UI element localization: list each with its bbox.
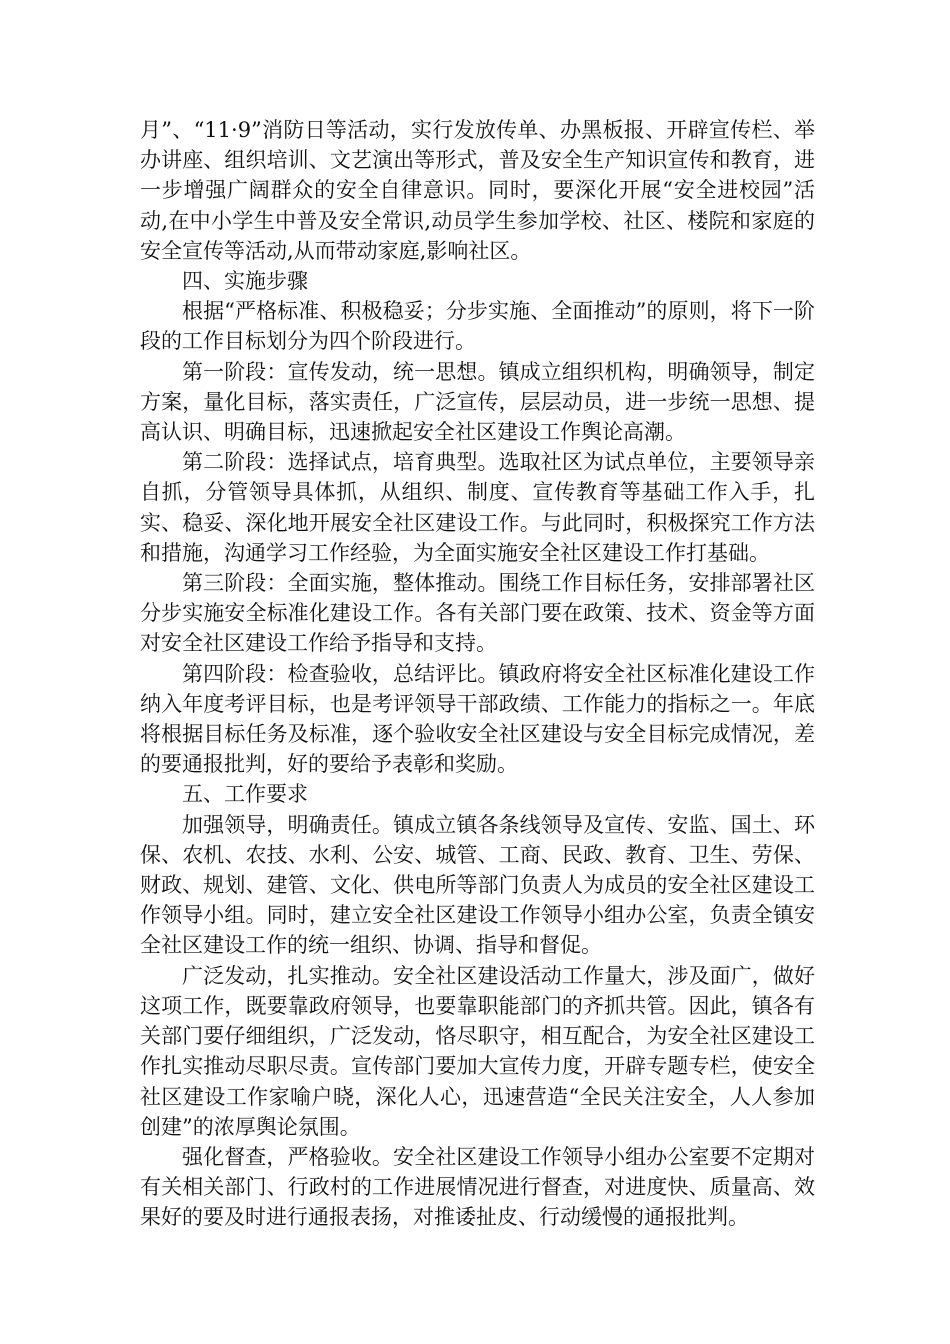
paragraph-supervision: 强化督查，严格验收。安全社区建设工作领导小组办公室要不定期对有关相关部门、行政村的工作进展情况进行督查，对进度快、质量高、效果好的要及时进行通报表扬，对推诿扯皮、行动缓慢的通报批判。 xyxy=(140,1144,815,1230)
paragraph-stage-one: 第一阶段：宣传发动，统一思想。镇成立组织机构，明确领导，制定方案，量化目标，落实责任，广泛宣传，层层动员，进一步统一思想、提高认识、明确目标，迅速掀起安全社区建设工作舆论高潮。 xyxy=(140,359,815,445)
section-heading-implementation-steps: 四、实施步骤 xyxy=(182,269,308,294)
document-body xyxy=(140,115,815,1233)
paragraph-continuation: 月”、“11·9”消防日等活动，实行发放传单、办黑板报、开辟宣传栏、举办讲座、组织培训、文艺演出等形式，普及安全生产知识宣传和教育，进一步增强广阔群众的安全自律意识。同时，要深化开展“安全进校园”活动,在中小学生中普及安全常识,动员学生参加学校、社区、楼院和家庭的安全宣传等活动,从而带动家庭,影响社区。 xyxy=(140,118,815,263)
section-heading-work-requirements: 五、工作要求 xyxy=(182,782,308,807)
paragraph-principle: 根据“严格标准、积极稳妥；分步实施、全面推动”的原则，将下一阶段的工作目标划分为四个阶段进行。 xyxy=(140,299,815,354)
paragraph-leadership: 加强领导，明确责任。镇成立镇各条线领导及宣传、安监、国土、环保、农机、农技、水利、公安、城管、工商、民政、教育、卫生、劳保、财政、规划、建管、文化、供电所等部门负责人为成员的安全社区建设工作领导小组。同时，建立安全社区建设工作领导小组办公室，负责全镇安全社区建设工作的统一组织、协调、指导和督促。 xyxy=(140,812,815,958)
paragraph-stage-two: 第二阶段：选择试点，培育典型。选取社区为试点单位，主要领导亲自抓，分管领导具体抓，从组织、制度、宣传教育等基础工作入手，扎实、稳妥、深化地开展安全社区建设工作。与此同时，积极探究工作方法和措施，沟通学习工作经验，为全面实施安全社区建设工作打基础。 xyxy=(140,450,815,565)
paragraph-mobilization: 广泛发动，扎实推动。安全社区建设活动工作量大，涉及面广，做好这项工作，既要靠政府领导，也要靠职能部门的齐抓共管。因此，镇各有关部门要仔细组织，广泛发动，恪尽职守，相互配合，为安全社区建设工作扎实推动尽职尽责。宣传部门要加大宣传力度，开辟专题专栏，使安全社区建设工作家喻户晓，深化人心，迅速营造“全民关注安全，人人参加创建”的浓厚舆论氛围。 xyxy=(140,963,815,1139)
paragraph-stage-four: 第四阶段：检查验收，总结评比。镇政府将安全社区标准化建设工作纳入年度考评目标，也是考评领导干部政绩、工作能力的指标之一。年底将根据目标任务及标准，逐个验收安全社区建设与安全目标完成情况，差的要通报批判，好的要给予表彰和奖励。 xyxy=(140,661,815,777)
paragraph-stage-three: 第三阶段：全面实施，整体推动。围绕工作目标任务，安排部署社区分步实施安全标准化建设工作。各有关部门要在政策、技术、资金等方面对安全社区建设工作给予指导和支持。 xyxy=(140,571,815,656)
